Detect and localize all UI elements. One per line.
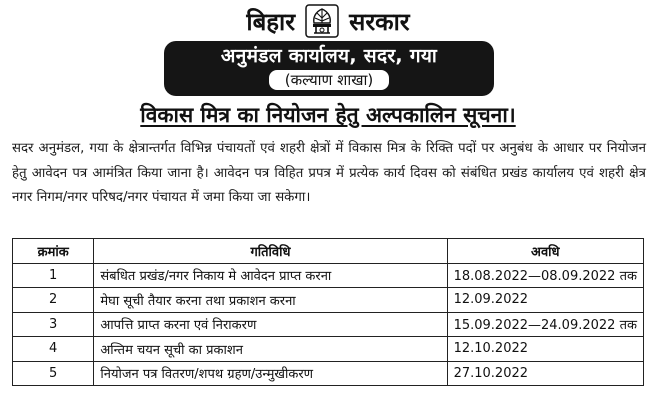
table-header-row [13, 239, 644, 264]
row-activity: संबधित प्रखंड/नगर निकाय मे आवेदन प्राप्त करना [94, 263, 447, 288]
notice-title-text: विकास मित्र का नियोजन हेतु अल्पकालिन सूचना। [140, 103, 516, 127]
government-header [0, 4, 656, 38]
header-sarkar-word: सरकार [349, 7, 410, 36]
row-period: 12.10.2022 [447, 337, 643, 362]
row-serial: 2 [13, 288, 94, 313]
header-period: अवधि [447, 239, 643, 264]
row-period: 27.10.2022 [447, 361, 643, 386]
table-row [13, 263, 644, 288]
header-bihar-word: बिहार [246, 7, 296, 36]
table-row [13, 288, 644, 313]
schedule-table [12, 238, 644, 386]
row-serial: 4 [13, 337, 94, 362]
table-row [13, 337, 644, 362]
row-period: 15.09.2022—24.09.2022 तक [447, 312, 643, 337]
bihar-emblem-icon [305, 4, 339, 38]
row-activity: अन्तिम चयन सूची का प्रकाशन [94, 337, 447, 362]
row-serial: 5 [13, 361, 94, 386]
table-row [13, 312, 644, 337]
row-activity: नियोजन पत्र वितरण/शपथ ग्रहण/उन्मुखीकरण [94, 361, 447, 386]
row-activity: आपत्ति प्राप्त करना एवं निराकरण [94, 312, 447, 337]
header-activity: गतिविधि [94, 239, 447, 264]
row-serial: 3 [13, 312, 94, 337]
header-serial: क्रमांक [13, 239, 94, 264]
office-banner [164, 41, 494, 96]
row-period: 18.08.2022—08.09.2022 तक [447, 263, 643, 288]
notice-body: सदर अनुमंडल, गया के क्षेत्रान्तर्गत विभिन्न पंचायतों एवं शहरी क्षेत्रों में विकास मित्र के रिक्ति पदों पर अनुबंध के आधार पर नियोजन हेतु आवेदन पत्र आमंत्रित किया जाना है। आवेदन पत्र विहित प्रपत्र में प्रत्येक कार्य दिवस को संबंधित प्रखंड कार्यालय एवं शहरी क्षेत्र नगर निगम/नगर परिषद/नगर पंचायत में जमा किया जा सकेगा। [12, 141, 646, 205]
row-period: 12.09.2022 [447, 288, 643, 313]
office-title: अनुमंडल कार्यालय, सदर, गया [220, 45, 438, 67]
row-activity: मेघा सूची तैयार करना तथा प्रकाशन करना [94, 288, 447, 313]
notice-title [0, 100, 656, 130]
office-branch: (कल्याण शाखा) [269, 70, 390, 90]
row-serial: 1 [13, 263, 94, 288]
table-row [13, 361, 644, 386]
